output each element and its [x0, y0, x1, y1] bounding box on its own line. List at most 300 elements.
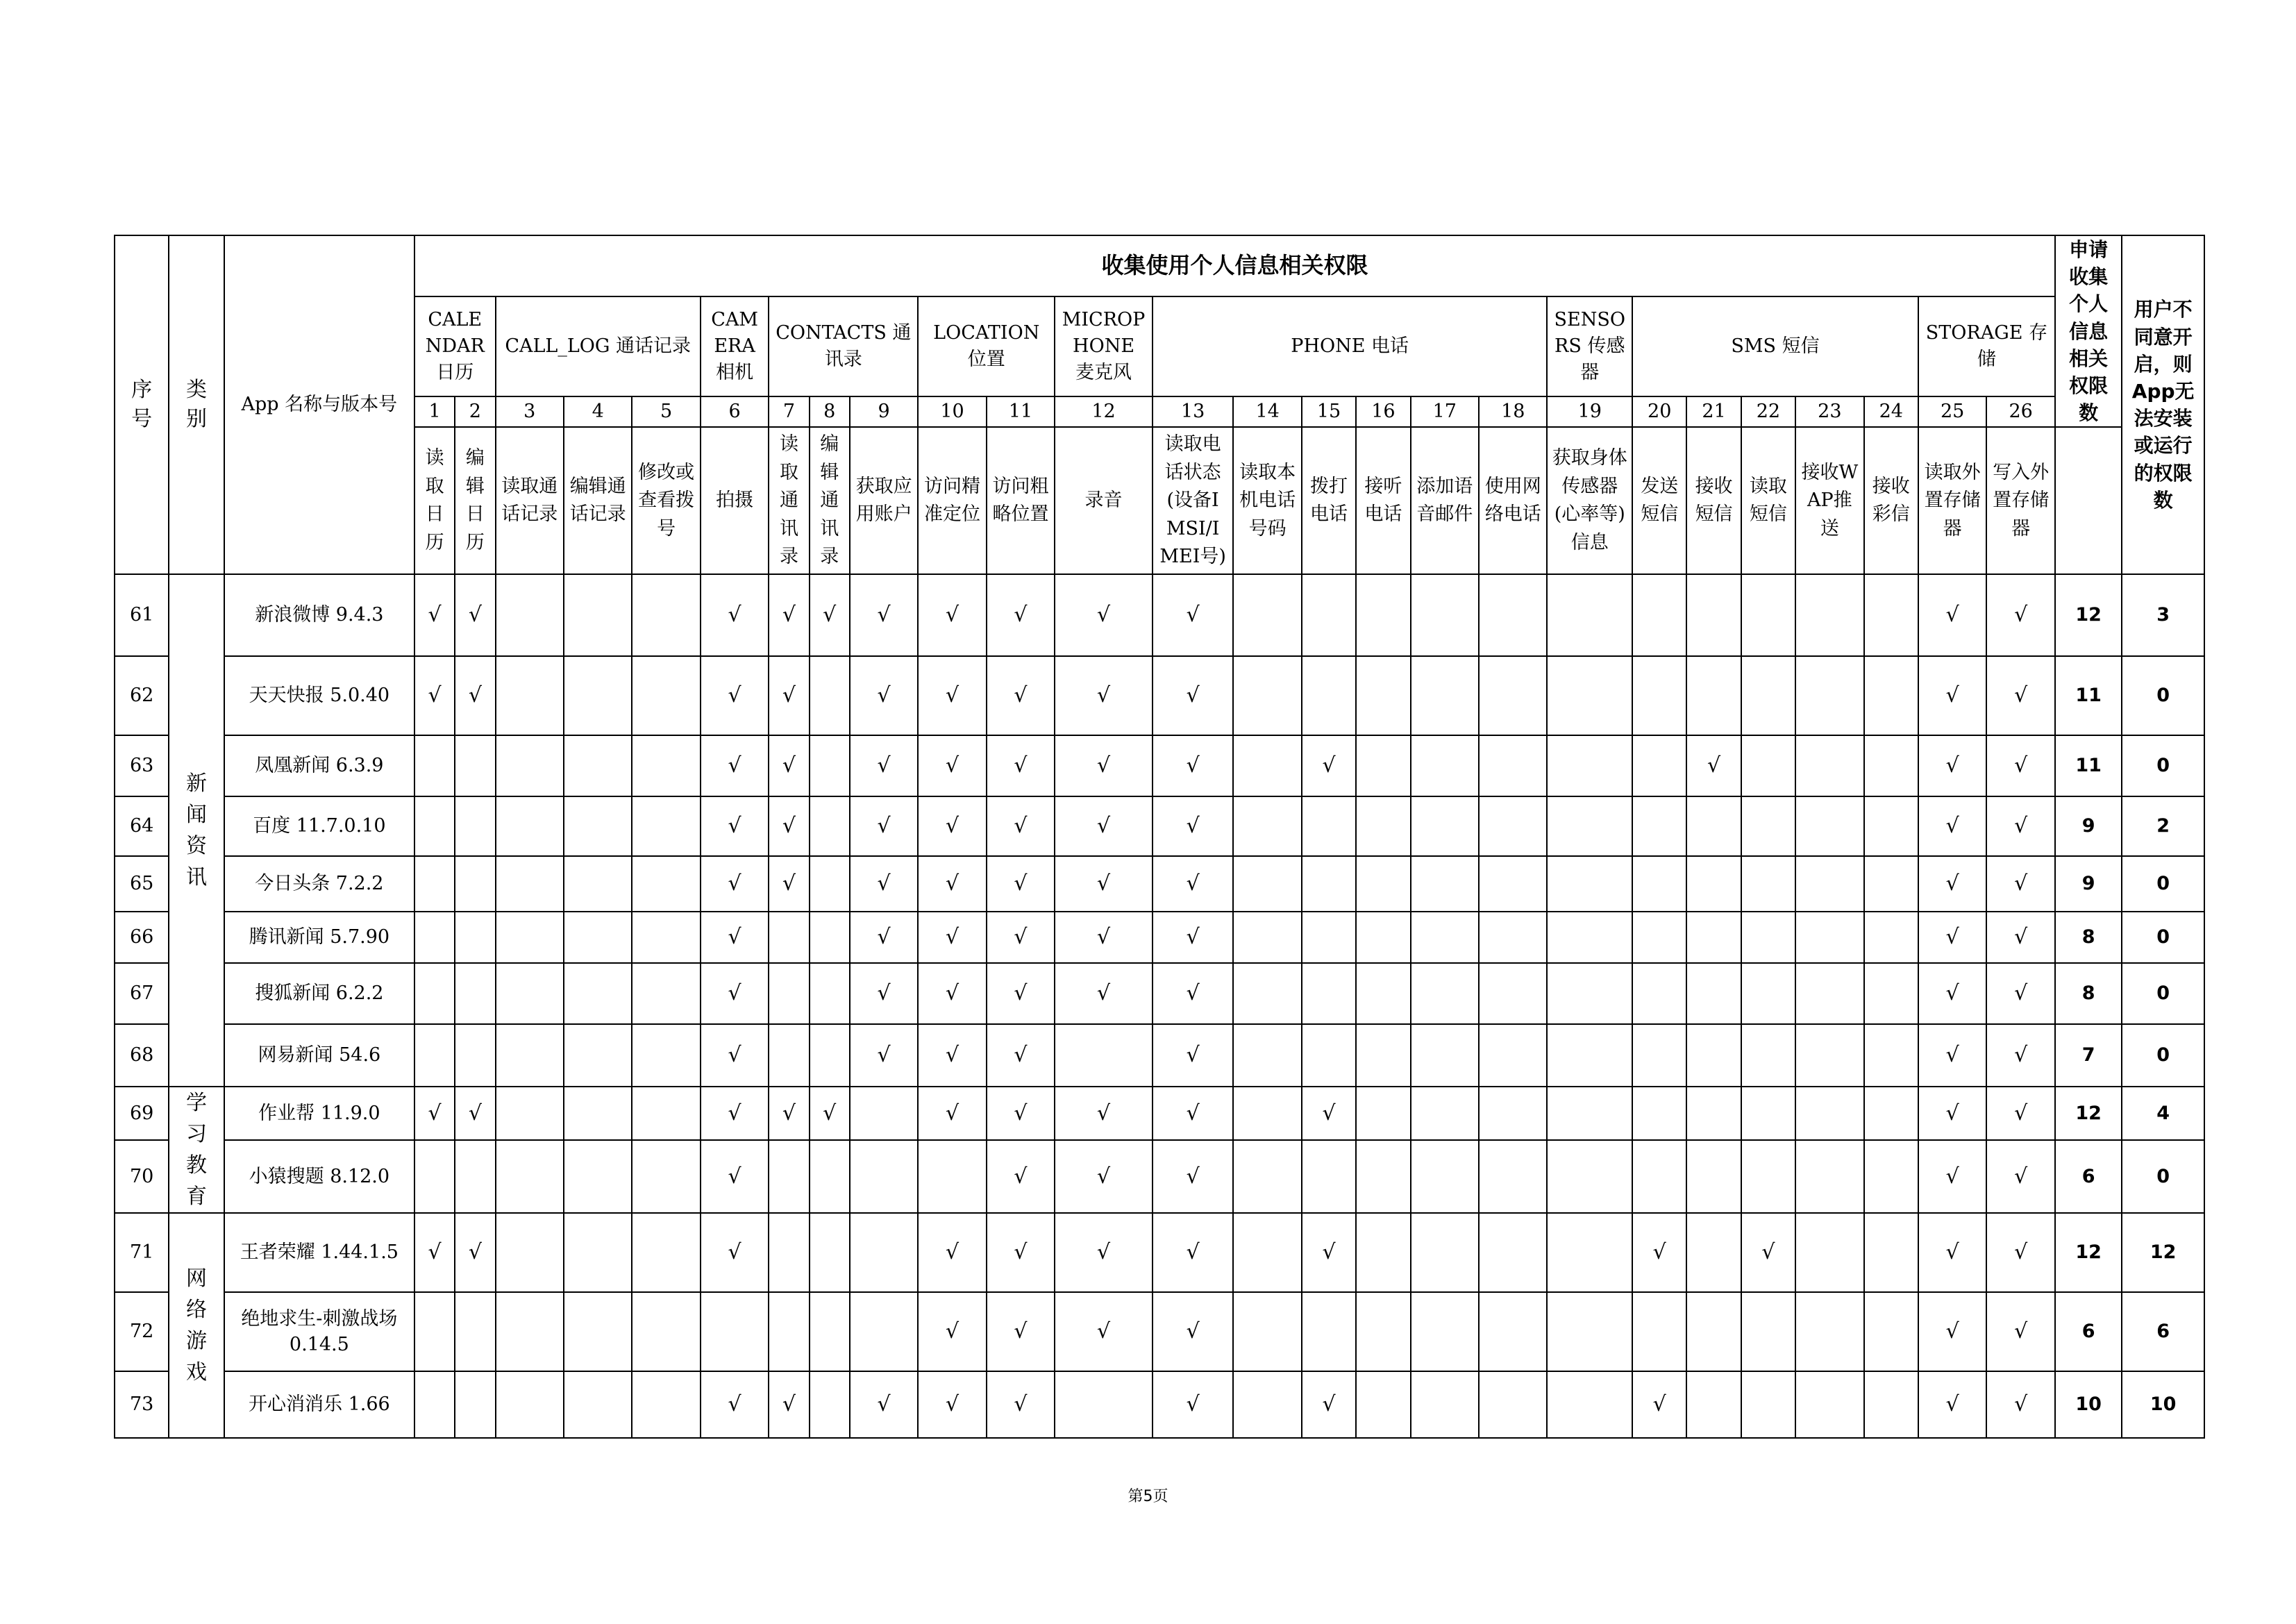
required-count-cell: 12 [2122, 1213, 2204, 1292]
check-mark-icon: √ [987, 735, 1055, 796]
check-mark-icon: √ [1055, 963, 1153, 1024]
check-mark-icon: √ [1153, 1024, 1234, 1087]
permission-cell [1547, 1292, 1632, 1371]
apply-count-cell: 6 [2055, 1292, 2122, 1371]
permission-label-text: 编辑通话记录 [569, 475, 626, 526]
permission-number: 13 [1153, 396, 1234, 427]
permission-label-text: 编辑日历 [465, 447, 485, 553]
permission-cell [1547, 1087, 1632, 1140]
table-row [115, 1292, 2204, 1371]
check-mark-icon: √ [1153, 856, 1234, 912]
permission-cell [1233, 796, 1301, 856]
permission-cell [1233, 1371, 1301, 1438]
check-mark-icon: √ [701, 912, 769, 963]
page-number: 第5页 [1128, 1488, 1168, 1505]
check-mark-icon: √ [1153, 1213, 1234, 1292]
permission-cell [1864, 912, 1918, 963]
permission-cell [810, 912, 850, 963]
permission-cell [1795, 796, 1863, 856]
permission-number: 23 [1795, 396, 1863, 427]
check-mark-icon: √ [987, 796, 1055, 856]
permission-label-text: 接收彩信 [1872, 475, 1910, 526]
permission-cell [1547, 1213, 1632, 1292]
permission-cell [1547, 856, 1632, 912]
permission-label [414, 427, 455, 574]
table-row [115, 735, 2204, 796]
permission-label-text: 读取电话状态(设备IMSI/IMEI号) [1159, 433, 1226, 568]
seq-cell: 61 [115, 574, 169, 656]
permission-cell [414, 1024, 455, 1087]
apply-count-cell: 8 [2055, 912, 2122, 963]
permission-cell [1411, 963, 1479, 1024]
check-mark-icon: √ [1153, 574, 1234, 656]
permission-cell [1356, 1292, 1410, 1371]
permission-cell [1233, 574, 1301, 656]
permission-cell [1302, 1024, 1356, 1087]
required-count-cell: 0 [2122, 912, 2204, 963]
permission-cell [1479, 912, 1547, 963]
category-cell [169, 1213, 224, 1438]
permission-cell [1741, 735, 1795, 796]
permission-cell [1741, 796, 1795, 856]
permission-cell [1411, 912, 1479, 963]
check-mark-icon: √ [1055, 796, 1153, 856]
check-mark-icon: √ [1055, 1140, 1153, 1213]
apply-count-cell: 9 [2055, 856, 2122, 912]
permission-cell [1864, 1292, 1918, 1371]
seq-header: 序号 [115, 235, 169, 574]
permission-cell [496, 1140, 564, 1213]
permission-group-header: CAMERA相机 [701, 296, 769, 397]
permission-cell [1686, 1213, 1741, 1292]
check-mark-icon: √ [987, 1087, 1055, 1140]
apply-count-cell: 9 [2055, 796, 2122, 856]
required-count-cell: 0 [2122, 735, 2204, 796]
required-count-cell: 0 [2122, 656, 2204, 735]
seq-cell: 64 [115, 796, 169, 856]
category-header: 类别 [169, 235, 224, 574]
permission-cell [632, 735, 700, 796]
check-mark-icon: √ [1918, 912, 1986, 963]
table-row [115, 1087, 2204, 1140]
permission-cell [1795, 574, 1863, 656]
required-count-cell: 0 [2122, 1024, 2204, 1087]
permission-number: 25 [1918, 396, 1986, 427]
seq-cell: 63 [115, 735, 169, 796]
permission-cell [1686, 574, 1741, 656]
app-name-cell: 小猿搜题 8.12.0 [224, 1140, 414, 1213]
check-mark-icon: √ [1918, 1087, 1986, 1140]
permission-cell [1411, 574, 1479, 656]
app-name-cell: 搜狐新闻 6.2.2 [224, 963, 414, 1024]
seq-cell: 69 [115, 1087, 169, 1140]
permission-cell [414, 735, 455, 796]
permission-label [1795, 427, 1863, 574]
permission-label-text: 写入外置存储器 [1993, 461, 2050, 539]
check-mark-icon: √ [987, 912, 1055, 963]
permission-cell [1741, 1371, 1795, 1438]
permission-label-text: 访问粗略位置 [992, 475, 1049, 526]
permission-cell [414, 1140, 455, 1213]
permission-cell [769, 1213, 809, 1292]
check-mark-icon: √ [810, 574, 850, 656]
permission-cell [1356, 735, 1410, 796]
permission-cell [496, 796, 564, 856]
permission-cell [1233, 735, 1301, 796]
permission-label [1356, 427, 1410, 574]
table-row [115, 1213, 2204, 1292]
check-mark-icon: √ [1918, 856, 1986, 912]
permission-cell [1233, 1087, 1301, 1140]
check-mark-icon: √ [1302, 1213, 1356, 1292]
check-mark-icon: √ [850, 856, 918, 912]
check-mark-icon: √ [918, 1024, 986, 1087]
permission-cell [455, 1024, 495, 1087]
permission-cell [1479, 1292, 1547, 1371]
permission-cell [810, 1292, 850, 1371]
permission-cell [1356, 1140, 1410, 1213]
permission-cell [1741, 1087, 1795, 1140]
permission-cell [564, 1371, 632, 1438]
permission-cell [810, 1371, 850, 1438]
app-name-cell: 凤凰新闻 6.3.9 [224, 735, 414, 796]
permission-cell [1632, 1024, 1686, 1087]
required-count-cell: 0 [2122, 963, 2204, 1024]
check-mark-icon: √ [1153, 1087, 1234, 1140]
permission-cell [1479, 1213, 1547, 1292]
app-name-cell: 腾讯新闻 5.7.90 [224, 912, 414, 963]
check-mark-icon: √ [987, 574, 1055, 656]
app-name-cell: 绝地求生-刺激战场 0.14.5 [224, 1292, 414, 1371]
permission-cell [1055, 1024, 1153, 1087]
check-mark-icon: √ [1918, 1213, 1986, 1292]
check-mark-icon: √ [918, 656, 986, 735]
permission-cell [1686, 856, 1741, 912]
table-row [115, 796, 2204, 856]
check-mark-icon: √ [1055, 1213, 1153, 1292]
permission-label [1153, 427, 1234, 574]
check-mark-icon: √ [1986, 963, 2055, 1024]
check-mark-icon: √ [701, 1024, 769, 1087]
permission-cell [1632, 856, 1686, 912]
check-mark-icon: √ [1055, 735, 1153, 796]
permission-cell [632, 1371, 700, 1438]
permission-cell [1356, 1213, 1410, 1292]
apply-count-cell: 11 [2055, 656, 2122, 735]
permission-cell [1795, 1140, 1863, 1213]
permission-cell [1795, 1087, 1863, 1140]
check-mark-icon: √ [1986, 735, 2055, 796]
check-mark-icon: √ [1918, 735, 1986, 796]
permission-cell [1864, 574, 1918, 656]
permission-cell [564, 1140, 632, 1213]
permission-group-header: LOCATION 位置 [918, 296, 1055, 397]
permission-label [632, 427, 700, 574]
seq-cell: 73 [115, 1371, 169, 1438]
permission-label [564, 427, 632, 574]
check-mark-icon: √ [987, 1024, 1055, 1087]
apply-count-cell: 10 [2055, 1371, 2122, 1438]
permission-cell [1547, 1140, 1632, 1213]
permission-label-text: 读取本机电话号码 [1239, 461, 1296, 539]
permission-cell [455, 1292, 495, 1371]
seq-cell: 68 [115, 1024, 169, 1087]
permission-cell [1547, 574, 1632, 656]
permission-cell [850, 1292, 918, 1371]
required-count-cell: 2 [2122, 796, 2204, 856]
permission-cell [1233, 963, 1301, 1024]
permission-cell [1411, 1024, 1479, 1087]
permission-cell [414, 963, 455, 1024]
permission-cell [1795, 656, 1863, 735]
check-mark-icon: √ [414, 574, 455, 656]
permission-label-text: 修改或查看拨号 [638, 461, 695, 539]
permission-group-header: CALENDAR日历 [414, 296, 496, 397]
required-count-cell: 10 [2122, 1371, 2204, 1438]
permission-cell [1233, 1024, 1301, 1087]
permission-label [496, 427, 564, 574]
permission-cell [1233, 912, 1301, 963]
permission-cell [1795, 912, 1863, 963]
permission-label [455, 427, 495, 574]
check-mark-icon: √ [1918, 1140, 1986, 1213]
category-label: 新闻资讯 [186, 771, 208, 890]
permission-cell [632, 912, 700, 963]
permission-cell [1411, 1292, 1479, 1371]
permission-cell [564, 1087, 632, 1140]
permission-group-header: CONTACTS 通讯录 [769, 296, 918, 397]
table-title: 收集使用个人信息相关权限 [414, 235, 2055, 296]
permission-label-text: 获取应用账户 [855, 475, 912, 526]
app-header: App 名称与版本号 [224, 235, 414, 574]
permission-cell [1479, 1140, 1547, 1213]
permission-label [1918, 427, 1986, 574]
permission-cell [1795, 1371, 1863, 1438]
check-mark-icon: √ [1986, 574, 2055, 656]
permission-cell [1479, 1371, 1547, 1438]
check-mark-icon: √ [1632, 1213, 1686, 1292]
check-mark-icon: √ [1986, 1292, 2055, 1371]
check-mark-icon: √ [918, 856, 986, 912]
check-mark-icon: √ [850, 656, 918, 735]
check-mark-icon: √ [1918, 1024, 1986, 1087]
permission-number: 14 [1233, 396, 1301, 427]
permission-cell [769, 963, 809, 1024]
check-mark-icon: √ [918, 1371, 986, 1438]
permission-number: 2 [455, 396, 495, 427]
permission-cell [1302, 1140, 1356, 1213]
permission-number: 16 [1356, 396, 1410, 427]
permission-group-header: SMS 短信 [1632, 296, 1918, 397]
permission-cell [1864, 1087, 1918, 1140]
permission-cell [1864, 735, 1918, 796]
permission-cell [769, 1024, 809, 1087]
permission-cell [1741, 1024, 1795, 1087]
permission-cell [632, 1292, 700, 1371]
check-mark-icon: √ [1153, 735, 1234, 796]
permission-label-text: 使用网络电话 [1484, 475, 1541, 526]
permission-cell [1411, 1371, 1479, 1438]
check-mark-icon: √ [1918, 963, 1986, 1024]
category-cell [169, 574, 224, 1087]
table-row [115, 574, 2204, 656]
permission-label-text: 获取身体传感器(心率等)信息 [1552, 447, 1627, 553]
required-count-header: 用户不同意开启，则App无法安装或运行的权限数 [2122, 235, 2204, 574]
check-mark-icon: √ [987, 963, 1055, 1024]
apply-count-cell: 7 [2055, 1024, 2122, 1087]
check-mark-icon: √ [769, 796, 809, 856]
permission-cell [496, 1213, 564, 1292]
permission-cell [1479, 963, 1547, 1024]
check-mark-icon: √ [769, 735, 809, 796]
permission-cell [632, 1024, 700, 1087]
permission-cell [1479, 1024, 1547, 1087]
check-mark-icon: √ [1686, 735, 1741, 796]
apply-count-cell: 12 [2055, 1087, 2122, 1140]
permission-label-text: 编辑通讯录 [820, 433, 839, 568]
check-mark-icon: √ [414, 1087, 455, 1140]
permission-cell [496, 1292, 564, 1371]
permission-cell [496, 574, 564, 656]
table-row [115, 963, 2204, 1024]
check-mark-icon: √ [1302, 1087, 1356, 1140]
check-mark-icon: √ [1918, 574, 1986, 656]
permission-cell [1686, 1140, 1741, 1213]
check-mark-icon: √ [769, 1087, 809, 1140]
permission-cell [1547, 656, 1632, 735]
permission-label [1741, 427, 1795, 574]
permission-number: 18 [1479, 396, 1547, 427]
permission-cell [769, 1140, 809, 1213]
permission-number: 3 [496, 396, 564, 427]
check-mark-icon: √ [1153, 1371, 1234, 1438]
category-cell [169, 1087, 224, 1213]
permission-cell [496, 656, 564, 735]
permission-cell [632, 1087, 700, 1140]
permission-cell [1411, 1213, 1479, 1292]
permission-cell [1795, 856, 1863, 912]
permission-number: 22 [1741, 396, 1795, 427]
permission-cell [1864, 1213, 1918, 1292]
app-name-cell: 天天快报 5.0.40 [224, 656, 414, 735]
check-mark-icon: √ [850, 1371, 918, 1438]
permission-number: 20 [1632, 396, 1686, 427]
permission-cell [1302, 574, 1356, 656]
permission-cell [1741, 856, 1795, 912]
permission-cell [1686, 963, 1741, 1024]
required-count-cell: 0 [2122, 856, 2204, 912]
permission-cell [1864, 656, 1918, 735]
seq-cell: 65 [115, 856, 169, 912]
permission-cell [1547, 735, 1632, 796]
app-name-cell: 新浪微博 9.4.3 [224, 574, 414, 656]
permissions-table [114, 235, 2205, 1439]
permission-cell [496, 1371, 564, 1438]
permission-label [810, 427, 850, 574]
permission-cell [1864, 1371, 1918, 1438]
check-mark-icon: √ [1055, 1087, 1153, 1140]
permission-cell [1741, 1292, 1795, 1371]
permission-label [987, 427, 1055, 574]
permission-cell [564, 735, 632, 796]
permission-label [850, 427, 918, 574]
permission-label-text: 拍摄 [716, 489, 754, 512]
permission-group-header: MICROPHONE 麦克风 [1055, 296, 1153, 397]
permission-cell [1356, 1087, 1410, 1140]
permission-cell [496, 1087, 564, 1140]
permission-cell [1547, 1371, 1632, 1438]
check-mark-icon: √ [1986, 856, 2055, 912]
permission-cell [632, 574, 700, 656]
permission-cell [1411, 856, 1479, 912]
permission-cell [850, 1087, 918, 1140]
permission-cell [1795, 1024, 1863, 1087]
permission-cell [1356, 856, 1410, 912]
permission-cell [1233, 856, 1301, 912]
permission-cell [1411, 1140, 1479, 1213]
permission-cell [769, 912, 809, 963]
permission-cell [1302, 796, 1356, 856]
permission-cell [564, 796, 632, 856]
seq-cell: 70 [115, 1140, 169, 1213]
check-mark-icon: √ [701, 574, 769, 656]
permission-cell [810, 735, 850, 796]
check-mark-icon: √ [414, 656, 455, 735]
check-mark-icon: √ [455, 656, 495, 735]
permission-label [769, 427, 809, 574]
check-mark-icon: √ [1918, 1371, 1986, 1438]
permission-cell [455, 735, 495, 796]
permission-cell [1356, 574, 1410, 656]
permission-cell [1233, 1140, 1301, 1213]
permission-cell [701, 1292, 769, 1371]
permission-cell [1864, 796, 1918, 856]
permission-cell [810, 1024, 850, 1087]
check-mark-icon: √ [850, 1024, 918, 1087]
table-row [115, 656, 2204, 735]
permission-label-text: 拨打电话 [1310, 475, 1348, 526]
permission-cell [1795, 963, 1863, 1024]
permission-number: 26 [1986, 396, 2055, 427]
permission-number: 17 [1411, 396, 1479, 427]
permission-cell [1864, 1024, 1918, 1087]
seq-cell: 72 [115, 1292, 169, 1371]
permission-cell [564, 856, 632, 912]
permission-cell [1864, 1140, 1918, 1213]
permission-label [1547, 427, 1632, 574]
check-mark-icon: √ [701, 1371, 769, 1438]
permission-cell [564, 1292, 632, 1371]
apply-count-cell: 11 [2055, 735, 2122, 796]
permission-cell [1547, 1024, 1632, 1087]
permission-label-text: 添加语音邮件 [1416, 475, 1473, 526]
check-mark-icon: √ [414, 1213, 455, 1292]
check-mark-icon: √ [850, 796, 918, 856]
permission-label [1864, 427, 1918, 574]
permission-number: 7 [769, 396, 809, 427]
permission-label-text: 读取短信 [1749, 475, 1787, 526]
permission-cell [1302, 912, 1356, 963]
permission-cell [496, 735, 564, 796]
permission-cell [1479, 1087, 1547, 1140]
permission-cell [1686, 912, 1741, 963]
permission-cell [564, 1024, 632, 1087]
check-mark-icon: √ [1632, 1371, 1686, 1438]
check-mark-icon: √ [1153, 1292, 1234, 1371]
permission-cell [1302, 1292, 1356, 1371]
permission-cell [1356, 963, 1410, 1024]
permission-label [1233, 427, 1301, 574]
